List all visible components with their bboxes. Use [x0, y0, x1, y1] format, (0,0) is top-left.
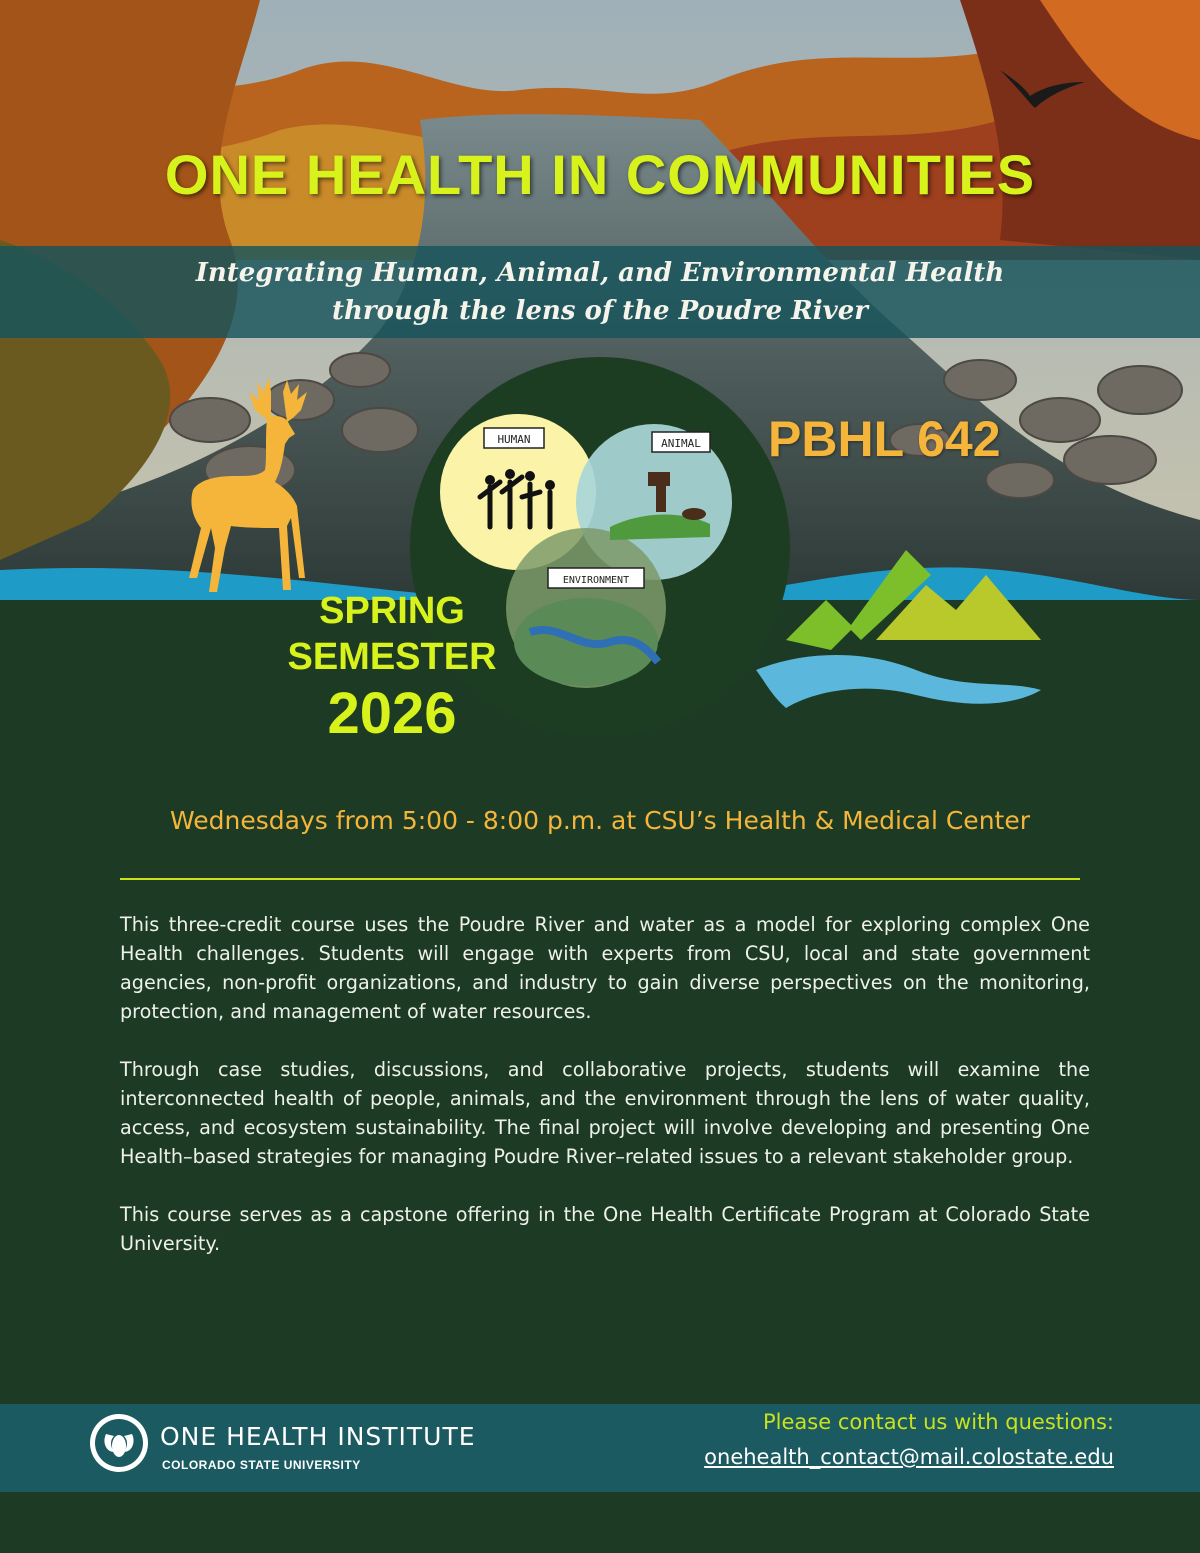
subtitle-line-2: through the lens of the Poudre River [332, 296, 868, 326]
environment-label: ENVIRONMENT [562, 575, 630, 586]
semester-line-2: SEMESTER [287, 636, 497, 678]
divider [120, 878, 1080, 880]
animal-label: ANIMAL [661, 437, 701, 450]
semester-line-1: SPRING [319, 590, 465, 632]
description-paragraph-3: This course serves as a capstone offering in the One Health Certificate Program at Colorado State University. [120, 1203, 1090, 1255]
semester-year: 2026 [327, 681, 457, 746]
institute-name: ONE HEALTH INSTITUTE [160, 1422, 476, 1451]
schedule-text: Wednesdays from 5:00 - 8:00 p.m. at CSU’s Health & Medical Center [170, 806, 1030, 835]
contact-email-link[interactable]: onehealth_contact@mail.colostate.edu [704, 1445, 1114, 1469]
course-code: PBHL 642 [768, 411, 1001, 467]
subtitle-line-1: Integrating Human, Animal, and Environmental Health [195, 258, 1005, 288]
page-title: ONE HEALTH IN COMMUNITIES [164, 143, 1036, 206]
contact-label: Please contact us with questions: [763, 1410, 1114, 1434]
description-paragraph-1: This three-credit course uses the Poudre River and water as a model for exploring complex One Health challenges. Students will engage with experts from CSU, local and state government agencies, non-profit organizations, and industry to gain diverse perspectives on the monitoring, protection, and management of water resources. [120, 913, 1090, 1023]
mountain-river-logo-icon [756, 530, 1046, 710]
subtitle [0, 254, 1200, 330]
deer-icon [175, 378, 335, 598]
course-description [120, 910, 1090, 1287]
description-paragraph-2: Through case studies, discussions, and collaborative projects, students will examine the interconnected health of people, animals, and the environment through the lens of water quality, access, and ecosystem sustainability. The final project will involve developing and presenting One Health–based strategies for managing Poudre River–related issues to a relevant stakeholder group. [120, 1058, 1090, 1168]
ram-logo-icon [88, 1412, 150, 1474]
human-label: HUMAN [497, 433, 531, 446]
university-name: COLORADO STATE UNIVERSITY [162, 1458, 361, 1472]
semester-block [262, 588, 522, 748]
